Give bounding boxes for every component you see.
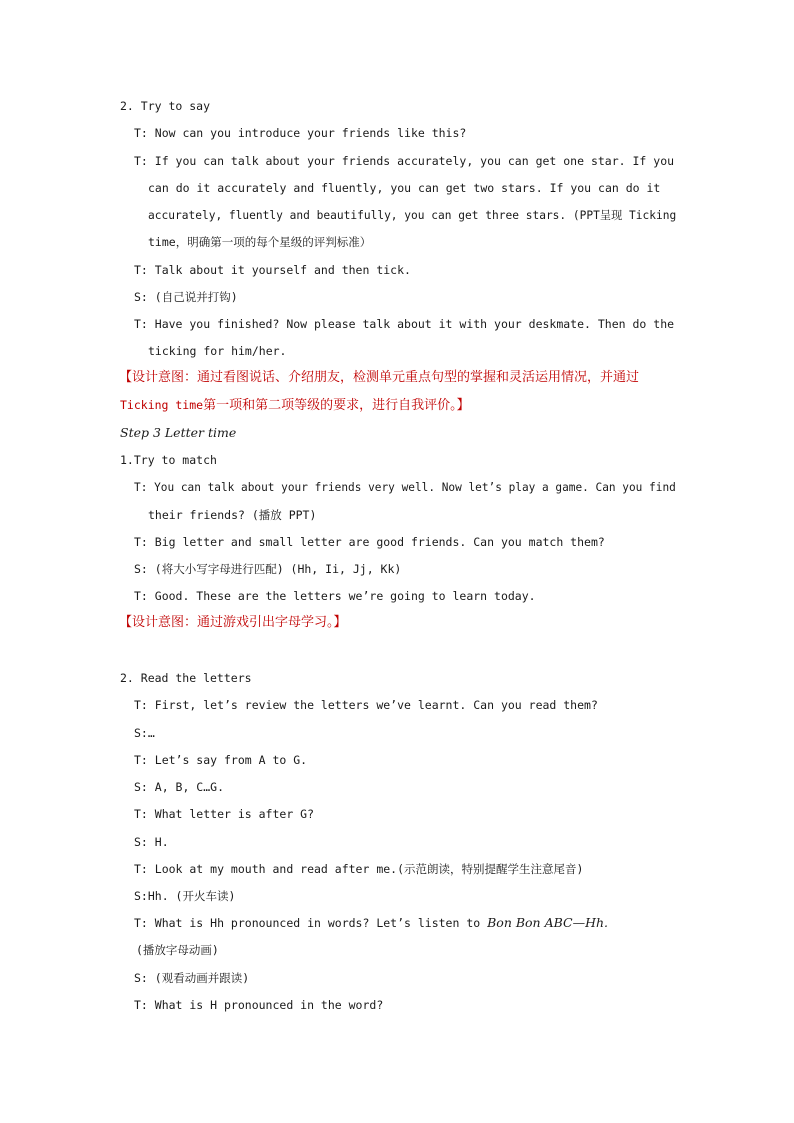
- dialogue-line: T: If you can talk about your friends accurately, you can get one star. If you: [134, 154, 675, 168]
- dialogue-line: T: You can talk about your friends very well. Now let’s play a game. Can you find: [134, 480, 676, 494]
- step-heading-letter-time: Step 3 Letter time: [120, 425, 237, 440]
- section-heading-try-to-match: 1.Try to match: [120, 453, 217, 467]
- dialogue-line: accurately, fluently and beautifully, you can get three stars. (PPT呈现 Ticking: [148, 208, 677, 222]
- dialogue-line: S:…: [134, 726, 155, 740]
- dialogue-line: (播放字母动画): [136, 943, 219, 957]
- dialogue-line: S: (观看动画并跟读): [134, 971, 250, 985]
- dialogue-line: time，明确第一项的每个星级的评判标准）: [148, 235, 372, 249]
- dialogue-line: [134, 916, 608, 930]
- dialogue-line: T: Let’s say from A to G.: [134, 753, 308, 767]
- dialogue-line: T: Big letter and small letter are good friends. Can you match them?: [134, 535, 605, 549]
- design-intent-note: 【设计意图：通过游戏引出字母学习。】: [119, 615, 347, 630]
- design-intent-note-cont: [120, 398, 470, 413]
- dialogue-line: T: Good. These are the letters we’re going to learn today.: [134, 589, 536, 603]
- dialogue-line: T: First, let’s review the letters we’ve learnt. Can you read them?: [134, 698, 598, 712]
- dialogue-line: ticking for him/her.: [148, 344, 287, 358]
- section-heading-try-to-say: 2. Try to say: [120, 99, 211, 113]
- design-intent-term: Ticking time: [120, 398, 204, 412]
- dialogue-line: can do it accurately and fluently, you can get two stars. If you can do it: [148, 181, 661, 195]
- dialogue-line: T: Talk about it yourself and then tick.: [134, 263, 411, 277]
- dialogue-line: T: Now can you introduce your friends like this?: [134, 126, 467, 140]
- section-heading-read-the-letters: 2. Read the letters: [120, 671, 252, 685]
- dialogue-line: S: H.: [134, 835, 169, 849]
- dialogue-line: T: What letter is after G?: [134, 807, 315, 821]
- dialogue-line: T: Have you finished? Now please talk about it with your deskmate. Then do the: [134, 317, 675, 331]
- dialogue-line: their friends? (播放 PPT): [148, 508, 317, 522]
- design-intent-text: 第一项和第二项等级的要求，进行自我评价。】: [203, 398, 470, 413]
- dialogue-line: T: What is H pronounced in the word?: [134, 998, 384, 1012]
- dialogue-line: S: (自己说并打钩): [134, 290, 238, 304]
- dialogue-line: T: Look at my mouth and read after me.(示范朗读，特别提醒学生注意尾音): [134, 862, 584, 876]
- design-intent-note: 【设计意图：通过看图说话、介绍朋友，检测单元重点句型的掌握和灵活运用情况，并通过: [119, 370, 640, 385]
- song-title: Bon Bon ABC—Hh.: [487, 915, 609, 930]
- dialogue-text: T: What is Hh pronounced in words? Let’s listen to: [134, 916, 488, 930]
- dialogue-line: S: (将大小写字母进行匹配) (Hh, Ii, Jj, Kk): [134, 562, 402, 576]
- dialogue-line: S:Hh. (开火车读): [134, 889, 236, 903]
- dialogue-line: S: A, B, C…G.: [134, 780, 225, 794]
